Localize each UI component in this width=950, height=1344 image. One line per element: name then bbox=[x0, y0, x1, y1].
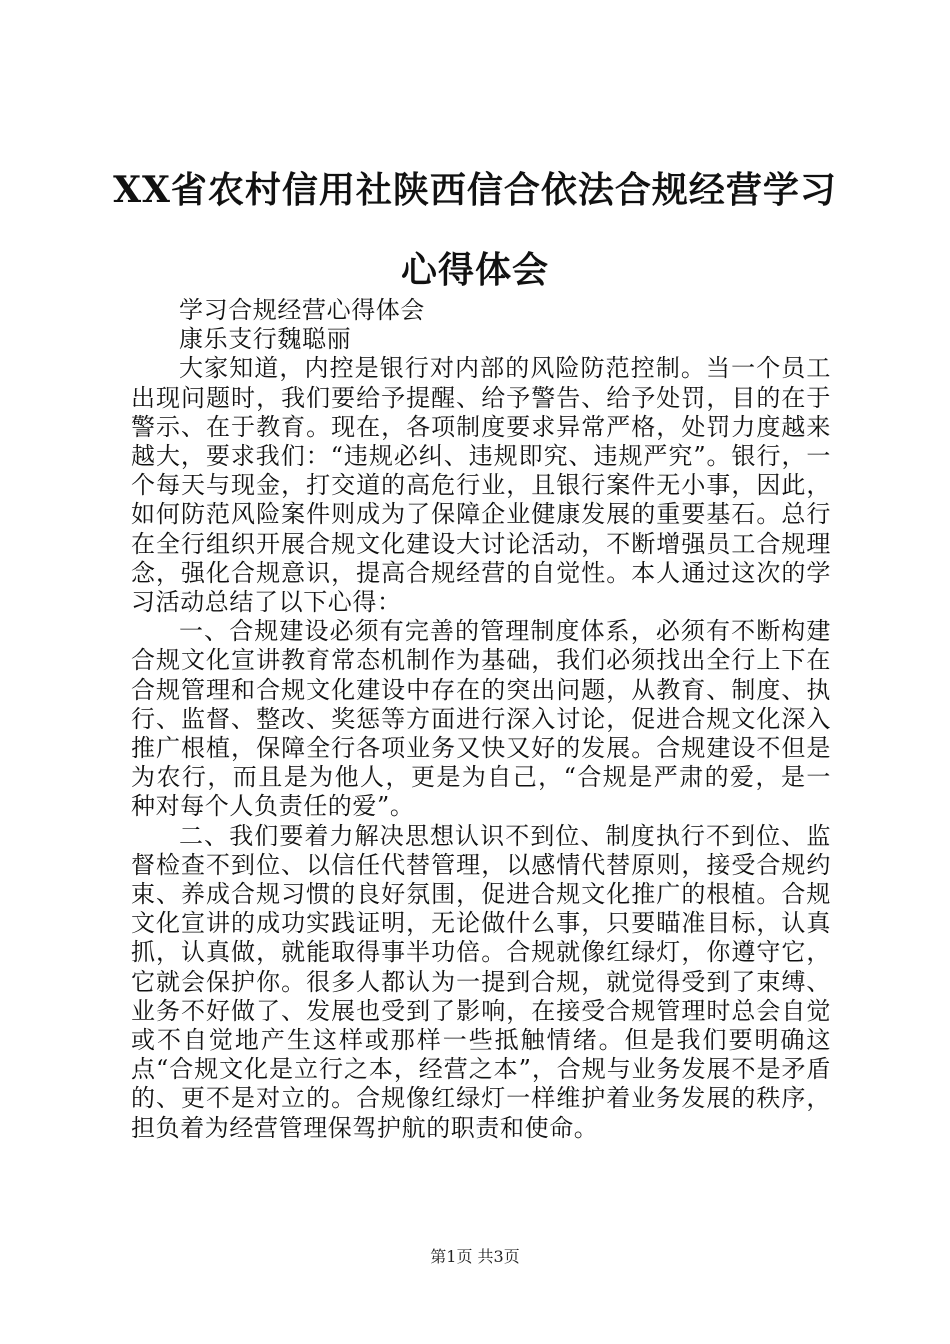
page-number: 第1页 共3页 bbox=[430, 1247, 520, 1266]
paragraph: 二、我们要着力解决思想认识不到位、制度执行不到位、监督检查不到位、以信任代替管理，以感情代替原则，接受合规约束、养成合规习惯的良好氛围，促进合规文化推广的根植。合规文化宣讲的成功实践证明，无论做什么事，只要瞄准目标，认真抓，认真做，就能取得事半功倍。合规就像红绿灯，你遵守它，它就会保护你。很多人都认为一提到合规，就觉得受到了束缚、业务不好做了、发展也受到了影响，在接受合规管理时总会自觉或不自觉地产生这样或那样一些抵触情绪。但是我们要明确这点“合规文化是立行之本，经营之本”，合规与业务发展不是矛盾的、更不是对立的。合规像红绿灯一样维护着业务发展的秩序，担负着为经营管理保驾护航的职责和使命。 bbox=[131, 821, 831, 1142]
document-author: 康乐支行魏聪丽 bbox=[179, 325, 352, 354]
document-title: XX省农村信用社陕西信合依法合规经营学习心得体会 bbox=[113, 169, 837, 291]
paragraph: 大家知道，内控是银行对内部的风险防范控制。当一个员工出现问题时，我们要给予提醒、给予警告、给予处罚，目的在于警示、在于教育。现在，各项制度要求异常严格，处罚力度越来越大，要求我们：“违规必纠、违规即究、违规严究”。银行，一个每天与现金，打交道的高危行业，且银行案件无小事，因此，如何防范风险案件则成为了保障企业健康发展的重要基石。总行在全行组织开展合规文化建设大讨论活动，不断增强员工合规理念，强化合规意识，提高合规经营的自觉性。本人通过这次的学习活动总结了以下心得： bbox=[131, 354, 831, 617]
paragraph: 一、合规建设必须有完善的管理制度体系，必须有不断构建合规文化宣讲教育常态机制作为基础，我们必须找出全行上下在合规管理和合规文化建设中存在的突出问题，从教育、制度、执行、监督、整改、奖惩等方面进行深入讨论，促进合规文化深入推广根植，保障全行各项业务又快又好的发展。合规建设不但是为农行，而且是为他人，更是为自己，“合规是严肃的爱，是一种对每个人负责任的爱”。 bbox=[131, 617, 831, 821]
document-subtitle: 学习合规经营心得体会 bbox=[179, 296, 425, 324]
document-body bbox=[131, 296, 831, 1143]
